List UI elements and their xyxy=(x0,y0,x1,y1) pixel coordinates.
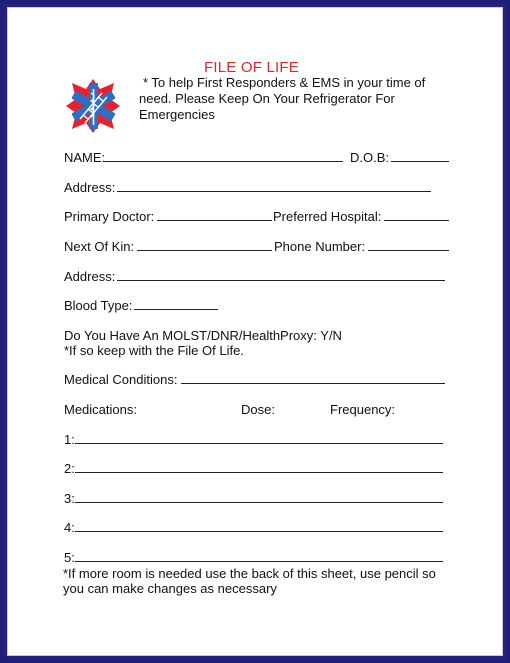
preferred-hospital-label: Preferred Hospital: xyxy=(273,209,382,224)
phone-number-label: Phone Number: xyxy=(274,239,366,254)
intro-line-1: * To help First Responders & EMS in your time of xyxy=(143,75,426,90)
dob-label: D.O.B: xyxy=(350,150,390,165)
intro-text xyxy=(139,75,439,123)
medication-row-label: 1: xyxy=(64,432,75,447)
phone-number-field[interactable] xyxy=(368,250,449,251)
medications-header: Medications: xyxy=(64,402,137,417)
blood-type-field[interactable] xyxy=(134,309,218,310)
blood-type-label: Blood Type: xyxy=(64,298,133,313)
kin-address-field[interactable] xyxy=(117,280,445,281)
star-of-life-logo-icon xyxy=(62,75,124,137)
medication-row-field[interactable] xyxy=(75,472,443,473)
form-title: FILE OF LIFE xyxy=(204,59,299,76)
primary-doctor-label: Primary Doctor: xyxy=(64,209,155,224)
name-field[interactable] xyxy=(104,161,343,162)
frequency-header: Frequency: xyxy=(330,402,396,417)
medical-conditions-label: Medical Conditions: xyxy=(64,372,178,387)
primary-doctor-field[interactable] xyxy=(157,220,272,221)
name-label: NAME: xyxy=(64,150,106,165)
medication-row-label: 3: xyxy=(64,491,75,506)
medical-conditions-field[interactable] xyxy=(181,383,445,384)
address-label: Address: xyxy=(64,180,116,195)
footer-note: *If more room is needed use the back of this sheet, use pencil so you can make changes as necessary xyxy=(63,566,436,596)
next-of-kin-field[interactable] xyxy=(137,250,272,251)
molst-question: Do You Have An MOLST/DNR/HealthProxy: Y/N xyxy=(64,328,342,343)
intro-line-3: Emergencies xyxy=(139,107,215,122)
medication-row-field[interactable] xyxy=(75,561,443,562)
kin-address-label: Address: xyxy=(64,269,116,284)
medication-row-field[interactable] xyxy=(75,443,443,444)
medication-row-label: 4: xyxy=(64,520,75,535)
medication-row-label: 2: xyxy=(64,461,75,476)
preferred-hospital-field[interactable] xyxy=(384,220,449,221)
medication-row-field[interactable] xyxy=(75,531,443,532)
dose-header: Dose: xyxy=(241,402,275,417)
medication-row-label: 5: xyxy=(64,550,75,565)
dob-field[interactable] xyxy=(391,161,449,162)
next-of-kin-label: Next Of Kin: xyxy=(64,239,135,254)
address-field[interactable] xyxy=(117,191,431,192)
molst-note: *If so keep with the File Of Life. xyxy=(64,343,244,358)
intro-line-2: need. Please Keep On Your Refrigerator For xyxy=(139,91,395,106)
medication-row-field[interactable] xyxy=(75,502,443,503)
